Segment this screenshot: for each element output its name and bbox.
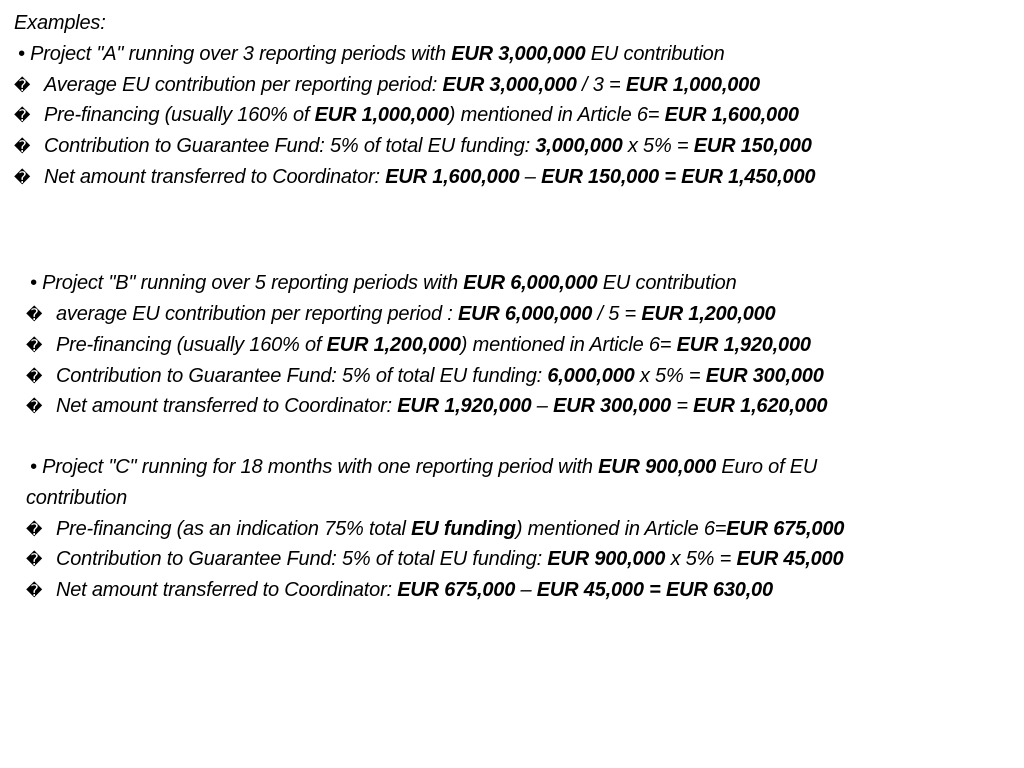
sub-bullet-icon: � [14,78,31,95]
sub-bullet-icon: � [14,108,31,125]
project-c-intro: • Project "C" running for 18 months with one reporting period with EUR 900,000 Euro of EU [30,456,818,478]
project-b-guarantee-item: � Contribution to Guarantee Fund: 5% of total EU funding: 6,000,000 x 5% = EUR 300,000 [26,361,824,393]
project-a-net-item: � Net amount transferred to Coordinator: EUR 1,600,000 – EUR 150,000 = EUR 1,450,000 [14,162,815,194]
sub-bullet-icon: � [26,583,43,600]
project-b-prefinancing-item: � Pre-financing (usually 160% of EUR 1,200,000) mentioned in Article 6= EUR 1,920,000 [26,330,811,362]
project-b-average-item: � average EU contribution per reporting period : EUR 6,000,000 / 5 = EUR 1,200,000 [26,299,775,331]
sub-bullet-icon: � [26,399,43,416]
project-c-intro-continued: contribution [26,487,127,509]
sub-bullet-icon: � [26,552,43,569]
bullet-icon: • [30,272,37,294]
examples-heading: Examples: [14,12,106,34]
project-c-guarantee-item: � Contribution to Guarantee Fund: 5% of total EU funding: EUR 900,000 x 5% = EUR 45,000 [26,544,843,576]
sub-bullet-icon: � [14,139,31,156]
sub-bullet-icon: � [14,170,31,187]
project-a-average-item: � Average EU contribution per reporting period: EUR 3,000,000 / 3 = EUR 1,000,000 [14,70,760,102]
bullet-icon: • [18,43,25,65]
project-c-net-item: � Net amount transferred to Coordinator: EUR 675,000 – EUR 45,000 = EUR 630,00 [26,575,773,607]
project-a-guarantee-item: � Contribution to Guarantee Fund: 5% of total EU funding: 3,000,000 x 5% = EUR 150,000 [14,131,812,163]
bullet-icon: • [30,456,37,478]
project-a-intro: • Project "A" running over 3 reporting periods with EUR 3,000,000 EU contribution [18,43,725,65]
sub-bullet-icon: � [26,522,43,539]
project-b-intro: • Project "B" running over 5 reporting periods with EUR 6,000,000 EU contribution [30,272,737,294]
sub-bullet-icon: � [26,338,43,355]
project-c-prefinancing-item: � Pre-financing (as an indication 75% total EU funding) mentioned in Article 6=EUR 675,000 [26,514,844,546]
project-b-net-item: � Net amount transferred to Coordinator: EUR 1,920,000 – EUR 300,000 = EUR 1,620,000 [26,391,827,423]
project-a-prefinancing-item: � Pre-financing (usually 160% of EUR 1,000,000) mentioned in Article 6= EUR 1,600,000 [14,100,799,132]
sub-bullet-icon: � [26,307,43,324]
sub-bullet-icon: � [26,369,43,386]
